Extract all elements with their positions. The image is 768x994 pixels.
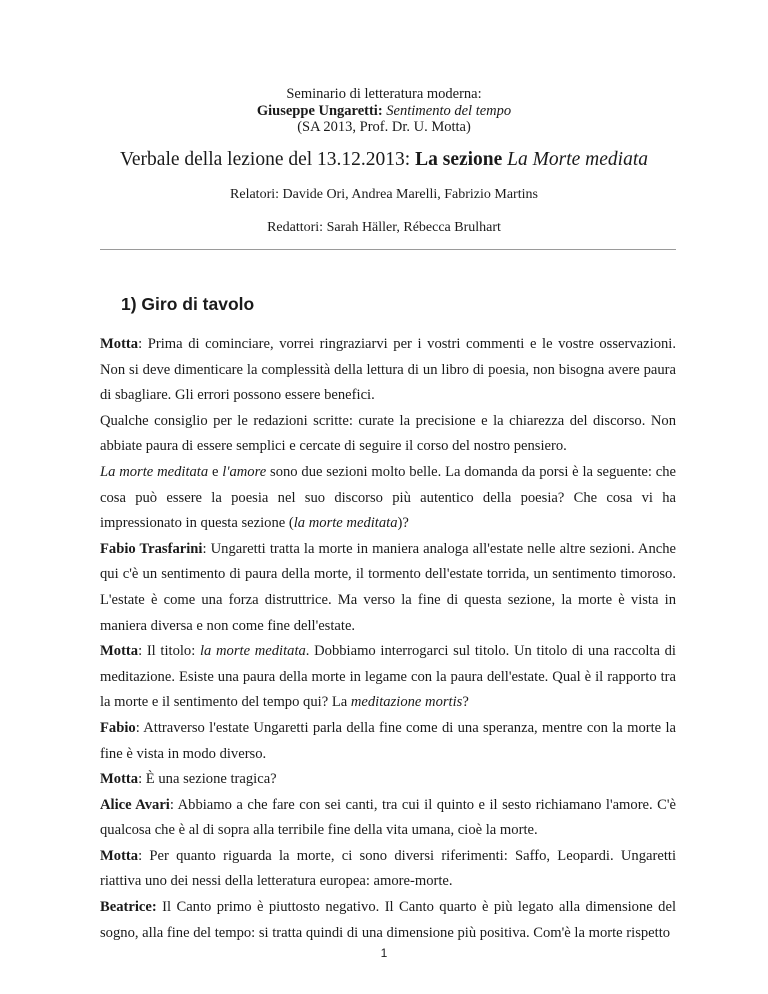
paragraph: Beatrice: Il Canto primo è piuttosto negativo. Il Canto quarto è più legato alla dimensione del sogno, alla fine del tempo: si tratta quindi di una dimensione più positiva. Com'è la morte rispetto xyxy=(100,899,676,941)
seminar-header xyxy=(0,86,768,136)
paragraph: Qualche consiglio per le redazioni scritte: curate la precisione e la chiarezza del discorso. Non abbiate paura di essere semplici e cercate di seguire il corso del nostro pensiero. xyxy=(100,412,676,455)
paragraph: Motta: Per quanto riguarda la morte, ci sono diversi riferimenti: Saffo, Leopardi. Ungaretti riattiva uno dei nessi della letteratura europea: amore-morte. xyxy=(100,847,676,890)
title-prefix: Verbale della lezione del 13.12.2013: xyxy=(119,149,416,170)
paragraph: Motta: Prima di cominciare, vorrei ringraziarvi per i vostri commenti e le vostre osservazioni. Non si deve dimenticare la complessità della lettura di un libro di poesia, non bisogna avere paura di sbagliare. Gli errori possono essere benefici. xyxy=(100,336,676,404)
paragraph: Motta: Il titolo: la morte meditata. Dobbiamo interrogarci sul titolo. Un titolo di una raccolta di meditazione. Esiste una paura della morte in legame con la paura dell'estate. Qual è il rapporto tra la morte e il sentimento del tempo qui? La meditazione mortis? xyxy=(100,643,676,711)
title-bold: La sezione xyxy=(415,149,503,170)
page-number: 1 xyxy=(380,946,388,960)
speaker-name: Motta xyxy=(100,847,139,864)
section-heading: 1) Giro di tavolo xyxy=(121,294,255,314)
paragraph: Fabio: Attraverso l'estate Ungaretti parla della fine come di una speranza, mentre con la morte la fine è vista in modo diverso. xyxy=(100,719,676,762)
speaker-name: Fabio xyxy=(100,719,136,736)
seminar-subject xyxy=(0,103,768,120)
relatori-line: Relatori: Davide Ori, Andrea Marelli, Fabrizio Martins xyxy=(230,187,538,202)
seminar-work: Sentimento del tempo xyxy=(386,102,512,119)
speaker-name: Alice Avari xyxy=(100,796,170,813)
paragraph: La morte meditata e l'amore sono due sezioni molto belle. La domanda da porsi è la seguente: che cosa può essere la poesia nel suo discorso più autentico della poesia? Che cosa vi ha impressionato in questa sezione (la morte meditata)? xyxy=(100,463,676,532)
speaker-name: Motta xyxy=(100,643,139,660)
paragraph: Motta: È una sezione tragica? xyxy=(100,771,277,788)
page-title xyxy=(0,148,768,172)
paragraph: Fabio Trasfarini: Ungaretti tratta la morte in maniera analoga all'estate nelle altre sezioni. Anche qui c'è un sentimento di paura della morte, il tormento dell'estate torrida, un sentimento timoroso. L'estate è come una forza distruttrice. Ma verso la fine di questa sezione, la morte è vista in maniera diversa e non come fine dell'estate. xyxy=(100,540,677,634)
title-italic: La Morte mediata xyxy=(507,149,648,170)
speaker-name: Motta xyxy=(100,771,139,788)
speaker-name: Fabio Trasfarini xyxy=(100,540,203,557)
redattori-line: Redattori: Sarah Häller, Rébecca Brulhart xyxy=(267,220,501,235)
seminar-course: Seminario di letteratura moderna: xyxy=(286,86,482,102)
seminar-author: Giuseppe Ungaretti: xyxy=(256,102,383,119)
seminar-info: (SA 2013, Prof. Dr. U. Motta) xyxy=(297,119,471,135)
paragraph: Alice Avari: Abbiamo a che fare con sei canti, tra cui il quinto e il sesto richiamano l'amore. C'è qualcosa che è al di sopra alla terribile fine della vita umana, cioè la morte. xyxy=(100,796,677,839)
speaker-name: Motta xyxy=(100,336,139,352)
speaker-name: Beatrice: xyxy=(100,899,157,916)
body-text xyxy=(100,332,676,946)
horizontal-divider xyxy=(100,249,676,250)
